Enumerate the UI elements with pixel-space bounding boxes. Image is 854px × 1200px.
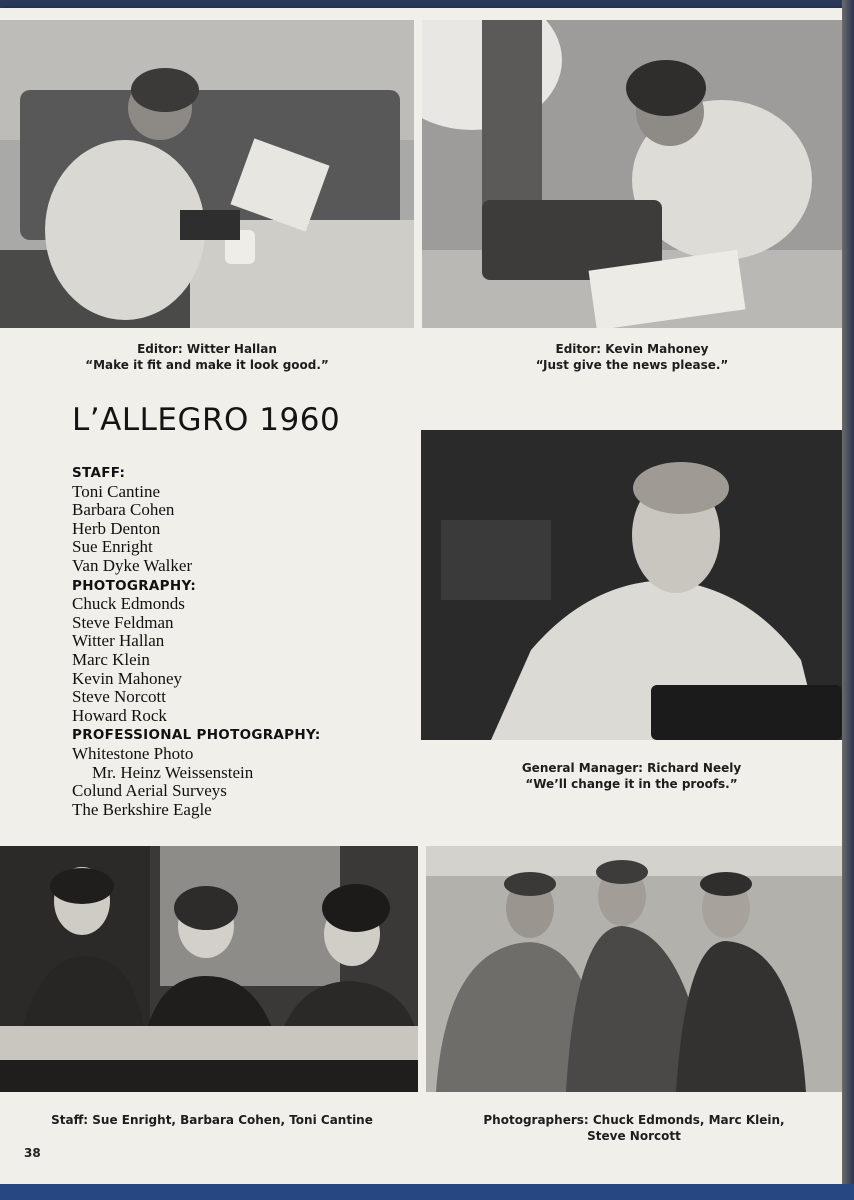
caption-top-right-line2: “Just give the news please.” [535,358,729,372]
photo-photographers-group [426,846,842,1092]
photo-staff-group [0,846,418,1092]
caption-top-left-line2: “Make it fit and make it look good.” [85,358,329,372]
page-edge-right [842,0,854,1200]
photographer-name: Kevin Mahoney [72,668,183,688]
professional-heading: PROFESSIONAL PHOTOGRAPHY: [72,727,321,744]
staff-heading: STAFF: [72,465,126,481]
caption-bottom-right [426,1112,842,1144]
photographer-name: Marc Klein [72,649,150,669]
professional-credit: Mr. Heinz Weissenstein [92,762,254,782]
caption-middle-right-line2: “We’ll change it in the proofs.” [525,777,738,791]
caption-top-right [422,341,842,373]
caption-top-left-line1: Editor: Witter Hallan [137,342,277,356]
staff-name: Herb Denton [72,518,161,538]
photographer-name: Steve Feldman [72,612,174,632]
photography-heading: PHOTOGRAPHY: [72,577,197,594]
binding-strip [0,1184,854,1200]
caption-bottom-right-line1: Photographers: Chuck Edmonds, Marc Klein, [483,1113,785,1127]
yearbook-page [0,8,842,1184]
photo-editor-witter-hallan [0,20,414,328]
photo-general-manager-richard-neely [421,430,842,740]
photographer-name: Chuck Edmonds [72,594,185,614]
photographer-name: Steve Norcott [72,687,166,707]
caption-bottom-right-line2: Steve Norcott [587,1129,681,1143]
caption-bottom-left [0,1112,424,1128]
professional-credit: Colund Aerial Surveys [72,781,227,801]
photo-editor-kevin-mahoney [422,20,842,328]
staff-name: Barbara Cohen [72,500,175,520]
caption-top-right-line1: Editor: Kevin Mahoney [555,342,709,356]
professional-credit: Whitestone Photo [72,743,194,763]
photographer-name: Howard Rock [72,705,167,725]
caption-middle-right-line1: General Manager: Richard Neely [521,761,742,775]
photographer-name: Witter Hallan [72,631,165,651]
page-number: 38 [24,1146,41,1160]
staff-name: Sue Enright [72,537,153,557]
caption-bottom-left-line1: Staff: Sue Enright, Barbara Cohen, Toni Cantine [51,1113,373,1127]
professional-credit: The Berkshire Eagle [72,799,212,819]
caption-middle-right [421,760,842,792]
credits-list [72,463,412,819]
page-title: L’ALLEGRO 1960 [72,402,341,438]
staff-name: Van Dyke Walker [72,555,193,575]
caption-top-left [0,341,414,373]
staff-name: Toni Cantine [72,481,161,501]
